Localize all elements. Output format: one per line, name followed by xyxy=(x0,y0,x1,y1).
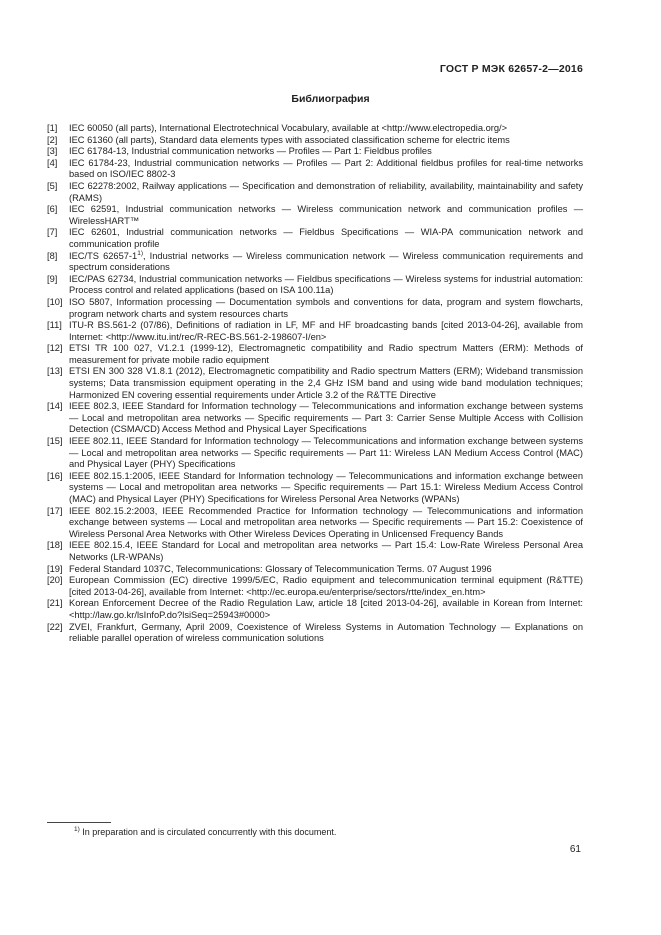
reference-number: [14] xyxy=(47,401,63,412)
reference-number: [19] xyxy=(47,563,63,574)
reference-text: IEEE 802.15.4, IEEE Standard for Local and metropolitan area networks — Part 15.4: Low-Rate Wireless Personal Area Networks (LR-WPANs) xyxy=(69,540,583,562)
reference-text: IEC 62278:2002, Railway applications — Specification and demonstration of reliability, availability, maintainability and safety (RAMS) xyxy=(69,180,583,203)
reference-item xyxy=(47,158,583,181)
reference-text: IEC 62591, Industrial communication networks — Wireless communication network and communication profiles — WirelessHART™ xyxy=(69,204,583,226)
reference-number: [5] xyxy=(47,180,58,191)
reference-item xyxy=(47,297,583,320)
bibliography-title: Библиография xyxy=(291,93,370,105)
reference-number: [8] xyxy=(47,250,58,261)
reference-number: [4] xyxy=(47,157,58,168)
reference-number: [21] xyxy=(47,598,63,609)
reference-item xyxy=(47,320,583,343)
reference-item xyxy=(47,401,583,436)
reference-number: [10] xyxy=(47,296,63,307)
reference-number: [3] xyxy=(47,146,58,157)
reference-text: IEC/PAS 62734, Industrial communication networks — Fieldbus specifications — Wireless systems for industrial automation: Process control and related applications (based on ISA 100.11a) xyxy=(69,273,583,296)
reference-number: [16] xyxy=(47,470,63,481)
reference-number: [17] xyxy=(47,505,63,516)
reference-text: IEC 61360 (all parts), Standard data elements types with associated classification scheme for electric items xyxy=(69,134,510,145)
reference-item xyxy=(47,343,583,366)
reference-text: IEC 62601, Industrial communication networks — Fieldbus Specifications — WIA-PA communication network and communication profile xyxy=(69,227,583,249)
reference-text: IEC 60050 (all parts), International Electrotechnical Vocabulary, available at <http://www.electropedia.org/> xyxy=(69,123,508,133)
reference-text: European Commission (EC) directive 1999/5/EC, Radio equipment and telecommunication terminal equipment (R&TTE) [cited 2013-04-26], available from Internet: <http://ec.europa.eu/enterprise/sectors/rtte/index_en.htm> xyxy=(69,575,583,597)
reference-item xyxy=(47,366,583,401)
reference-number: [1] xyxy=(47,123,58,133)
reference-item xyxy=(47,575,583,598)
reference-number: [18] xyxy=(47,540,63,551)
reference-item xyxy=(47,598,583,621)
reference-item xyxy=(47,251,583,274)
reference-text-start: IEC/TS 62657-1 xyxy=(69,250,138,261)
footnote-marker: 1) xyxy=(137,249,143,257)
reference-text: IEEE 802.15.2:2003, IEEE Recommended Practice for Information technology — Telecommunications and information exchange between systems — Local and metropolitan area networks — Specific requirements — Part 15.2: Coexistence of Wireless Personal Area Networks with Other Wireless Devices Operating in Unlicensed Frequency Bands xyxy=(69,505,583,539)
reference-number: [13] xyxy=(47,366,63,377)
reference-item xyxy=(47,471,583,506)
reference-number: [9] xyxy=(47,273,58,284)
reference-text: IEEE 802.11, IEEE Standard for Information technology — Telecommunications and information exchange between systems — Local and metropolitan area networks — Specific requirements — Part 11: Wireless LAN Medium Access Control (MAC) and Physical Layer (PHY) Specifications xyxy=(69,436,583,470)
reference-text: IEEE 802.15.1:2005, IEEE Standard for Information technology — Telecommunications and information exchange between systems — Local and metropolitan area networks — Specific requirements — Part 15.1: Wireless Medium Access Control (MAC) and Physical Layer (PHY) Specifications for Wireless Personal Area Networks (WPANs) xyxy=(69,470,583,504)
reference-text: ZVEI, Frankfurt, Germany, April 2009, Coexistence of Wireless Systems in Automation Technology — Explanations on reliable parallel operation of wireless communication solutions xyxy=(69,621,583,644)
reference-number: [11] xyxy=(47,320,62,331)
document-standard-header: ГОСТ Р МЭК 62657-2—2016 xyxy=(439,63,583,75)
reference-item xyxy=(47,564,583,576)
footnote-marker: 1) xyxy=(74,826,80,833)
bibliography-list xyxy=(47,123,583,645)
reference-number: [15] xyxy=(47,436,63,447)
reference-item xyxy=(47,146,583,158)
reference-text: IEEE 802.3, IEEE Standard for Information technology — Telecommunications and information exchange between systems — Local and metropolitan area networks — Specific requirements — Part 3: Carrier Sense Multiple Access with Collision Detection (CSMA/CD) Access Method and Physical Layer Specifications xyxy=(69,401,583,435)
footnote-divider xyxy=(47,822,111,823)
footnote xyxy=(74,827,336,837)
reference-text: ETSI EN 300 328 V1.8.1 (2012), Electromagnetic compatibility and Radio spectrum Matters (ERM); Wideband transmission systems; Data transmission equipment operating in the 2,4 GHz ISM band and using wide band modulation techniques; Harmonized EN covering essential requirements under Article 3.2 of the R&TTE Directive xyxy=(69,366,583,400)
reference-text xyxy=(69,251,583,274)
footnote-text: In preparation and is circulated concurrently with this document. xyxy=(82,827,337,837)
reference-item xyxy=(47,436,583,471)
reference-text-end: , Industrial networks — Wireless communication network — Wireless communication requirements and spectrum considerations xyxy=(69,250,583,273)
reference-number: [12] xyxy=(47,343,63,354)
reference-text: Federal Standard 1037C, Telecommunications: Glossary of Telecommunication Terms. 07 August 1996 xyxy=(69,563,492,574)
reference-item xyxy=(47,274,583,297)
reference-number: [20] xyxy=(47,575,63,586)
reference-text: IEC 61784-13, Industrial communication networks — Profiles — Part 1: Fieldbus profiles xyxy=(69,146,432,157)
reference-item xyxy=(47,506,583,541)
reference-number: [6] xyxy=(47,204,58,215)
reference-item xyxy=(47,227,583,250)
reference-item xyxy=(47,540,583,563)
reference-item xyxy=(47,123,583,135)
page-number: 61 xyxy=(569,844,581,855)
reference-number: [22] xyxy=(47,621,63,632)
reference-text: ETSI TR 100 027, V1.2.1 (1999-12), Electromagnetic compatibility and Radio spectrum Matters (ERM): Methods of measurement for private mobile radio equipment xyxy=(69,343,583,365)
reference-item xyxy=(47,204,583,227)
reference-text: Korean Enforcement Decree of the Radio Regulation Law, article 18 [cited 2013-04-26], available in Korean from Internet: <http://law.go.kr/lsInfoP.do?lsiSeq=25943#0000> xyxy=(69,598,583,620)
reference-text: ITU-R BS.561-2 (07/86), Definitions of radiation in LF, MF and HF broadcasting bands [cited 2013-04-26], available from Internet: <http://www.itu.int/rec/R-REC-BS.561-2-198607-I/en> xyxy=(69,320,583,342)
reference-number: [7] xyxy=(47,227,58,238)
reference-item xyxy=(47,135,583,147)
reference-item xyxy=(47,622,583,645)
reference-number: [2] xyxy=(47,134,58,145)
reference-item xyxy=(47,181,583,204)
reference-text: IEC 61784-23, Industrial communication networks — Profiles — Part 2: Additional fieldbus profiles for real-time networks based on ISO/IEC 8802-3 xyxy=(69,157,583,180)
reference-text: ISO 5807, Information processing — Documentation symbols and conventions for data, program and system flowcharts, program network charts and system resources charts xyxy=(69,296,583,319)
